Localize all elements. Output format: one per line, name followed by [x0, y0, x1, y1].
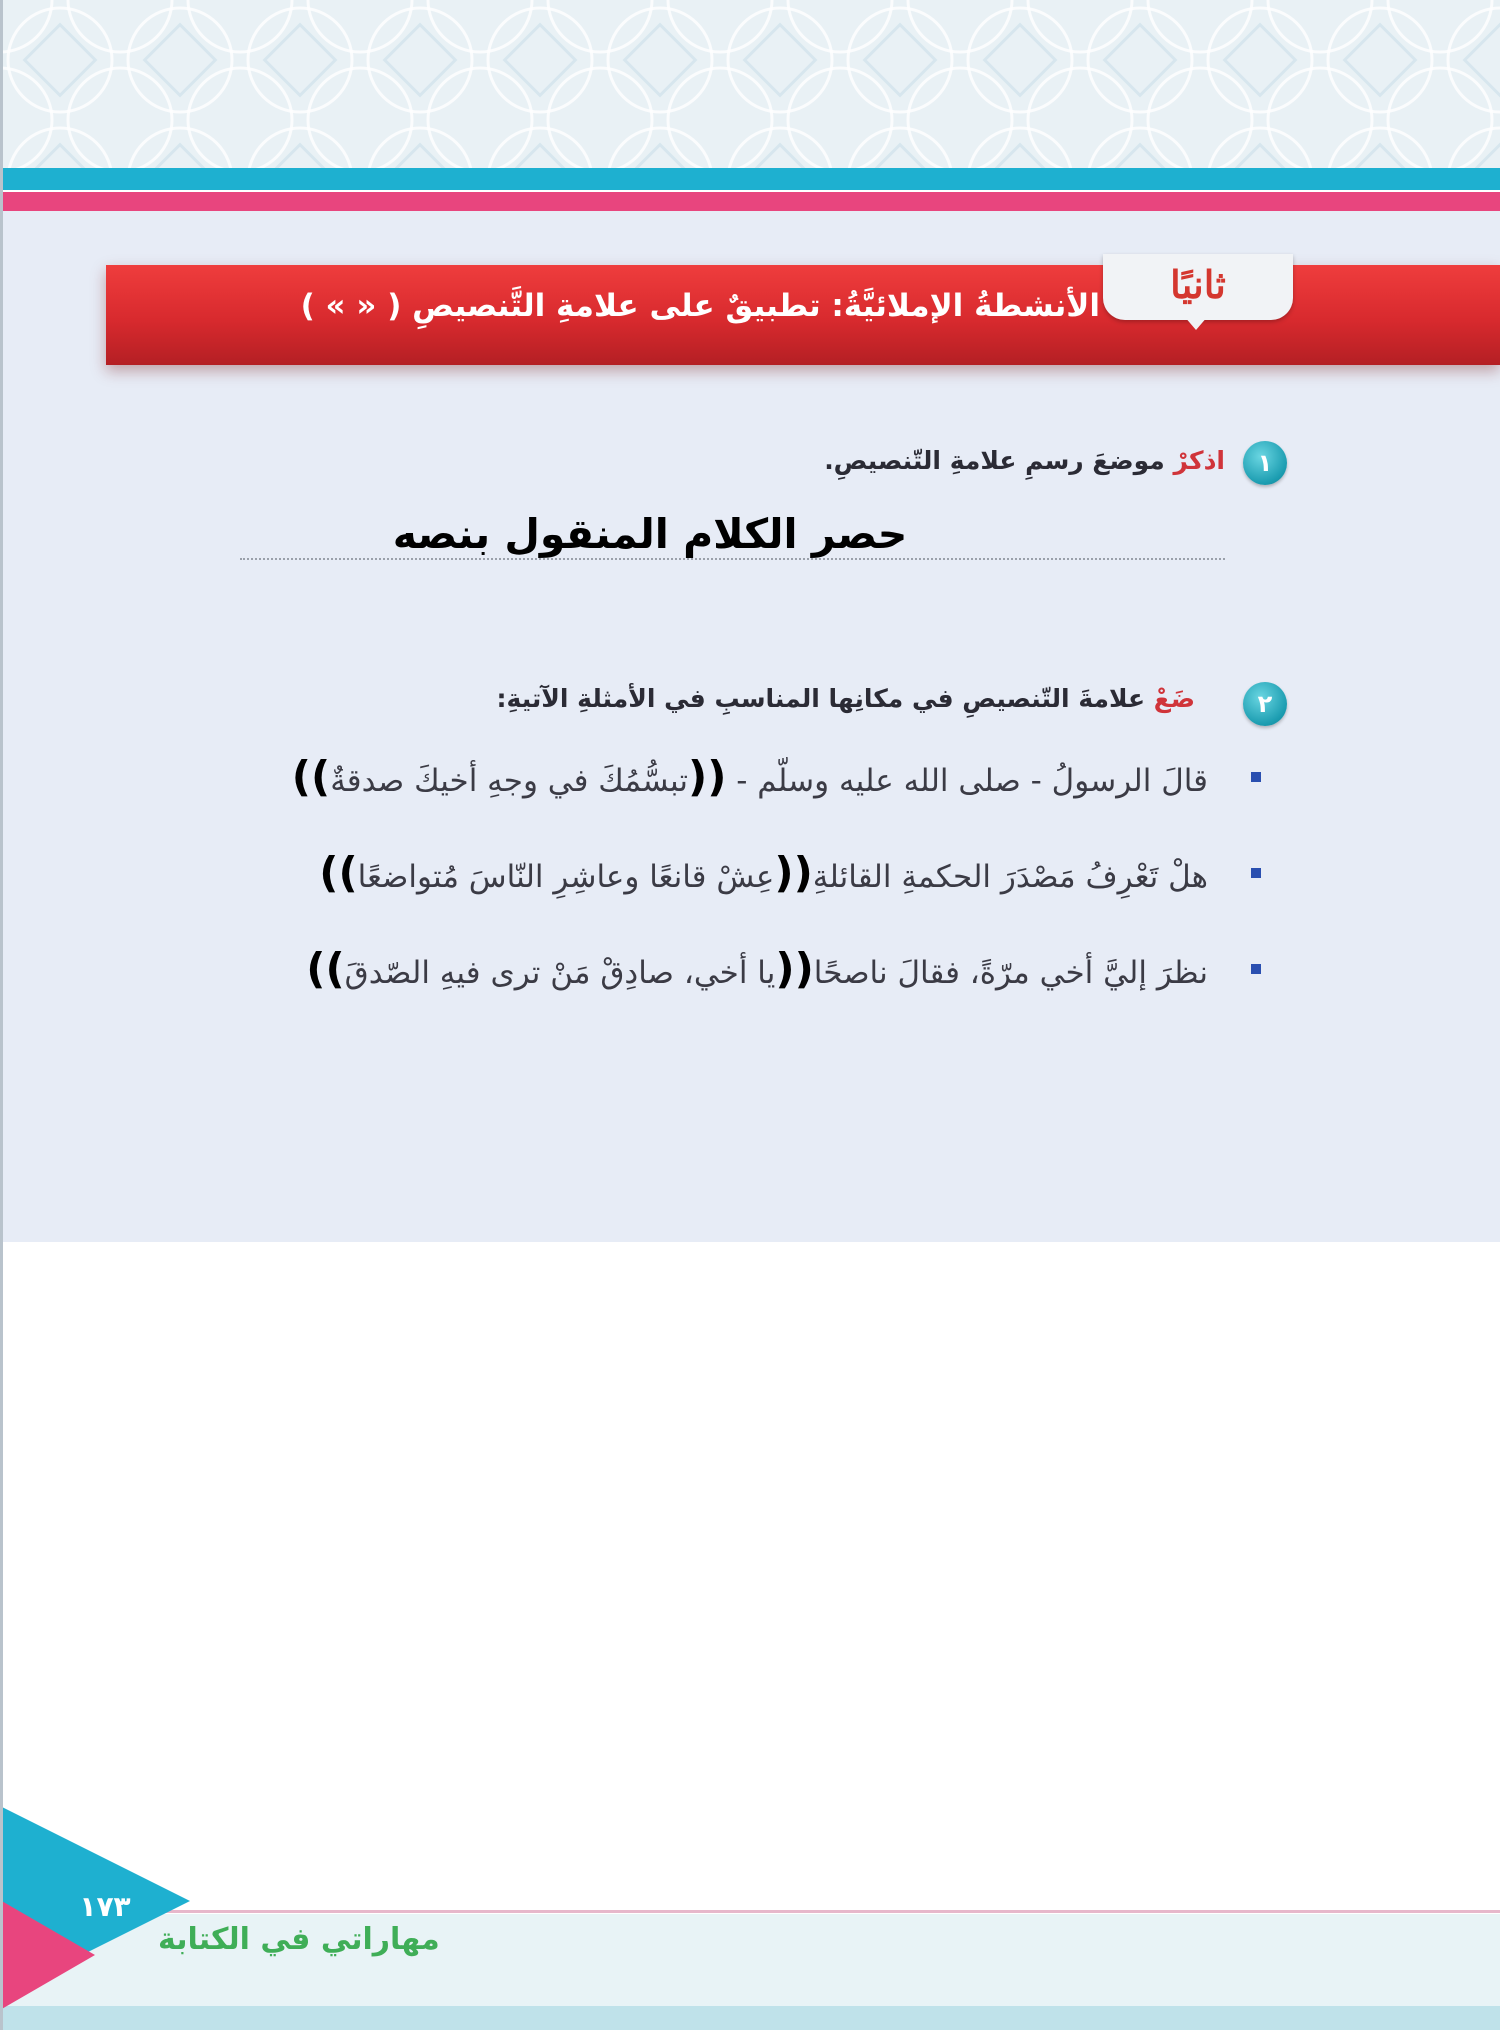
header-pattern — [0, 0, 1500, 168]
question-1-text — [824, 446, 1225, 475]
example-item-2 — [319, 848, 1208, 897]
example-item-3 — [306, 944, 1208, 993]
example-item-1-intro: قالَ الرسولُ - صلى الله عليه وسلّم - — [726, 763, 1208, 799]
close-quote-mark: )) — [291, 752, 331, 801]
example-item-1-quote: تبسُّمُكَ في وجهِ أخيكَ صدقةٌ — [330, 763, 688, 799]
question-1-keyword: اذكرْ — [1173, 446, 1225, 475]
footer-divider — [0, 1910, 1500, 1913]
header-pink-stripe — [0, 192, 1500, 211]
open-quote-mark: (( — [774, 848, 813, 897]
bullet-icon — [1251, 772, 1261, 782]
page-edge — [0, 0, 3, 2030]
example-item-3-quote: يا أخي، صادِقْ مَنْ ترى فيهِ الصّدقَ — [344, 955, 776, 991]
open-quote-mark: (( — [688, 752, 727, 801]
section-title: الأنشطةُ الإملائيَّةُ: تطبيقٌ على علامةِ التَّنصيصِ ( « » ) — [300, 288, 1100, 324]
example-item-1 — [292, 752, 1208, 801]
open-quote-mark: (( — [775, 944, 814, 993]
question-1-prompt: موضعَ رسمِ علامةِ التّنصيصِ. — [824, 446, 1165, 475]
question-2-text — [497, 684, 1195, 713]
question-1-answer: حصر الكلام المنقول بنصه — [392, 510, 908, 558]
bullet-icon — [1251, 868, 1261, 878]
question-2-number-icon: ٢ — [1243, 682, 1287, 726]
content-panel — [0, 211, 1500, 1242]
question-2-prompt: علامةَ التّنصيصِ في مكانِها المناسبِ في الأمثلةِ الآتيةِ: — [496, 684, 1146, 713]
question-2-keyword: ضَعْ — [1153, 684, 1195, 713]
close-quote-mark: )) — [319, 848, 358, 897]
close-quote-mark: )) — [306, 944, 345, 993]
section-label-tab-point — [1184, 316, 1208, 330]
answer-line — [240, 558, 1225, 560]
example-item-3-intro: نظرَ إليَّ أخي مرّةً، فقالَ ناصحًا — [813, 955, 1208, 991]
book-title: مهاراتي في الكتابة — [158, 1922, 440, 1957]
footer-bottom-strip — [0, 2006, 1500, 2030]
section-label: ثانيًا — [1170, 262, 1226, 307]
page-number: ١٧٣ — [79, 1890, 131, 1923]
example-item-2-intro: هلْ تَعْرِفُ مَصْدَرَ الحكمةِ القائلةِ — [812, 859, 1208, 895]
example-item-2-quote: عِشْ قانعًا وعاشِرِ النّاسَ مُتواضعًا — [357, 859, 775, 895]
header-cyan-stripe — [0, 168, 1500, 190]
question-1-number-icon: ١ — [1243, 441, 1287, 485]
bullet-icon — [1251, 964, 1261, 974]
